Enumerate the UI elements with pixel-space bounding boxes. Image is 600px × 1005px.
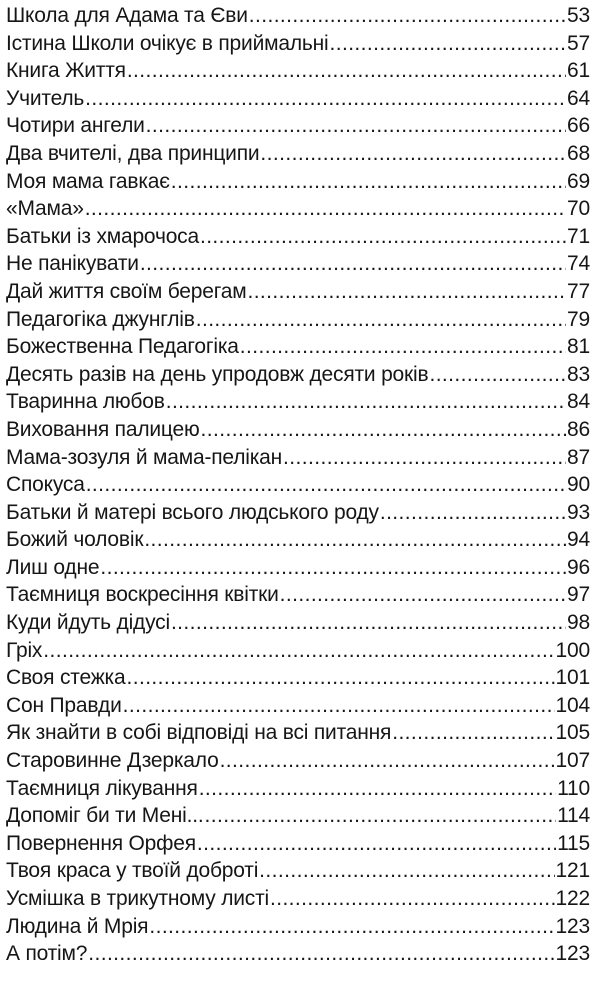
toc-entry-page-number: 110 (557, 776, 590, 800)
toc-entry-page-number: 123 (555, 942, 590, 966)
toc-entry-page-number: 104 (555, 693, 590, 717)
toc-entry-leader-dots (166, 390, 566, 414)
toc-entry-page-number: 96 (567, 555, 590, 579)
toc-entry-title: Гріх (6, 638, 43, 662)
toc-entry-page-number: 71 (567, 224, 590, 248)
toc-entry[interactable] (6, 142, 590, 170)
toc-entry-leader-dots (88, 942, 554, 966)
toc-entry-leader-dots (123, 694, 555, 718)
toc-entry[interactable] (6, 225, 590, 253)
toc-entry[interactable] (6, 4, 590, 32)
toc-entry-leader-dots (270, 887, 555, 911)
toc-entry-page-number: 83 (567, 362, 590, 386)
toc-entry-page-number: 77 (567, 279, 590, 303)
toc-entry-title: Батьки й матері всього людського роду (6, 500, 379, 524)
toc-entry-leader-dots (171, 170, 566, 194)
toc-entry[interactable] (6, 390, 590, 418)
toc-entry-title: Твоя краса у твоїй доброті (6, 859, 259, 883)
toc-entry-leader-dots (329, 32, 566, 56)
toc-entry-page-number: 69 (567, 169, 590, 193)
toc-entry-title: Учитель (6, 86, 85, 110)
toc-entry-title: Чотири ангели (6, 114, 145, 138)
toc-entry[interactable] (6, 59, 590, 87)
toc-entry-title: Моя мама гавкає (6, 169, 170, 193)
toc-entry-leader-dots (85, 197, 566, 221)
toc-entry-leader-dots (43, 639, 554, 663)
toc-list (6, 4, 590, 970)
toc-entry[interactable] (6, 749, 590, 777)
toc-entry-page-number: 121 (555, 859, 590, 883)
toc-entry[interactable] (6, 473, 590, 501)
toc-entry-title: Десять разів на день упродовж десяти років (6, 362, 429, 386)
toc-entry-leader-dots (85, 87, 566, 111)
toc-entry[interactable] (6, 942, 590, 970)
toc-entry[interactable] (6, 501, 590, 529)
toc-entry-title: Книга Життя (6, 59, 126, 83)
toc-entry-title: Божий чоловік (6, 528, 144, 552)
toc-entry-leader-dots (280, 583, 566, 607)
toc-entry-page-number: 53 (567, 4, 590, 27)
toc-entry-page-number: 74 (567, 252, 590, 276)
toc-entry[interactable] (6, 611, 590, 639)
toc-entry-title: Батьки із хмарочоса (6, 224, 199, 248)
toc-entry-title: Виховання палицею (6, 417, 200, 441)
toc-entry-leader-dots (200, 225, 566, 249)
toc-entry-title: Повернення Орфея (6, 831, 196, 855)
toc-entry[interactable] (6, 832, 590, 860)
toc-entry-page-number: 84 (567, 390, 590, 414)
toc-entry-leader-dots (205, 804, 557, 828)
toc-entry-leader-dots (199, 777, 556, 801)
toc-entry-page-number: 90 (567, 473, 590, 497)
toc-entry-leader-dots (429, 363, 566, 387)
toc-entry[interactable] (6, 446, 590, 474)
toc-entry-page-number: 114 (557, 804, 590, 828)
toc-entry-page-number: 81 (567, 335, 590, 359)
toc-entry[interactable] (6, 114, 590, 142)
toc-entry-leader-dots (100, 556, 566, 580)
toc-entry[interactable] (6, 666, 590, 694)
toc-entry[interactable] (6, 915, 590, 943)
toc-entry[interactable] (6, 32, 590, 60)
toc-entry[interactable] (6, 804, 590, 832)
toc-entry-leader-dots (247, 280, 566, 304)
toc-entry[interactable] (6, 639, 590, 667)
toc-entry-leader-dots (146, 114, 566, 138)
toc-entry-page-number: 61 (567, 59, 590, 83)
toc-entry-leader-dots (240, 335, 566, 359)
toc-entry[interactable] (6, 721, 590, 749)
toc-entry-title: Усмішка в трикутному листі (6, 887, 269, 910)
toc-entry-leader-dots (201, 418, 566, 442)
toc-entry-title: Таємниця воскресіння квітки (6, 583, 279, 607)
toc-entry-page-number: 98 (567, 611, 590, 635)
toc-entry-title: А потім? (6, 942, 88, 966)
toc-entry-title: Допоміг би ти Мені... (6, 804, 204, 828)
toc-entry[interactable] (6, 887, 590, 915)
toc-entry-leader-dots (144, 528, 566, 552)
toc-entry-title: Сон Правди (6, 693, 122, 717)
toc-entry-title: Педагогіка джунглів (6, 307, 195, 331)
toc-entry-page-number: 107 (555, 749, 590, 773)
toc-entry-leader-dots (149, 915, 554, 939)
toc-entry-leader-dots (126, 666, 554, 690)
toc-entry-leader-dots (259, 859, 554, 883)
toc-entry-page-number: 115 (557, 831, 590, 855)
toc-entry-title: Два вчителі, два принципи (6, 141, 260, 165)
toc-entry-page-number: 64 (567, 86, 590, 110)
toc-entry-title: Школа для Адама та Єви (6, 4, 248, 27)
toc-entry-title: Спокуса (6, 473, 85, 497)
toc-entry-leader-dots (380, 501, 566, 525)
toc-entry-page-number: 123 (555, 914, 590, 938)
toc-entry-title: Дай життя своїм берегам (6, 279, 247, 303)
toc-entry-page-number: 70 (567, 197, 590, 221)
toc-entry[interactable] (6, 197, 590, 225)
toc-entry-title: Старовинне Дзеркало (6, 749, 219, 773)
toc-entry-title: Куди йдуть дідусі (6, 611, 170, 635)
toc-entry[interactable] (6, 418, 590, 446)
toc-entry-page-number: 57 (567, 31, 590, 55)
toc-entry-page-number: 122 (555, 887, 590, 910)
toc-entry-title: «Мама» (6, 197, 84, 221)
toc-entry[interactable] (6, 280, 590, 308)
toc-entry-title: Як знайти в собі відповіді на всі питання (6, 721, 392, 745)
toc-entry-leader-dots (171, 611, 566, 635)
toc-entry-leader-dots (220, 749, 555, 773)
toc-entry-page-number: 101 (555, 666, 590, 690)
toc-entry[interactable] (6, 777, 590, 805)
toc-entry[interactable] (6, 583, 590, 611)
toc-entry-title: Лиш одне (6, 555, 100, 579)
toc-entry-leader-dots (140, 252, 566, 276)
toc-entry[interactable] (6, 528, 590, 556)
toc-entry-leader-dots (197, 832, 556, 856)
toc-entry-title: Мама-зозуля й мама-пелікан (6, 445, 283, 469)
toc-entry-leader-dots (196, 308, 566, 332)
toc-entry[interactable] (6, 252, 590, 280)
toc-entry-title: Таємниця лікування (6, 776, 198, 800)
toc-entry[interactable] (6, 694, 590, 722)
toc-entry[interactable] (6, 556, 590, 584)
toc-entry[interactable] (6, 87, 590, 115)
toc-entry-page-number: 105 (555, 721, 590, 745)
toc-entry-title: Тваринна любов (6, 390, 165, 414)
toc-entry-leader-dots (127, 59, 566, 83)
toc-entry[interactable] (6, 170, 590, 198)
toc-entry-page-number: 97 (567, 583, 590, 607)
toc-entry[interactable] (6, 859, 590, 887)
toc-entry-page-number: 93 (567, 500, 590, 524)
toc-entry-leader-dots (283, 446, 566, 470)
toc-entry-leader-dots (249, 4, 566, 28)
toc-entry-page-number: 86 (567, 417, 590, 441)
toc-entry-page-number: 66 (567, 114, 590, 138)
toc-entry-title: Істина Школи очікує в приймальні (6, 31, 329, 55)
toc-entry-page-number: 68 (567, 141, 590, 165)
toc-entry-leader-dots (260, 142, 566, 166)
toc-entry-leader-dots (392, 721, 554, 745)
toc-entry-title: Не панікувати (6, 252, 139, 276)
toc-entry-title: Своя стежка (6, 666, 126, 690)
toc-entry[interactable] (6, 363, 590, 391)
toc-entry[interactable] (6, 308, 590, 336)
toc-entry-title: Людина й Мрія (6, 914, 149, 938)
toc-entry-page-number: 79 (567, 307, 590, 331)
toc-entry-title: Божественна Педагогіка (6, 335, 239, 359)
toc-entry-page-number: 100 (555, 638, 590, 662)
toc-entry-page-number: 87 (567, 445, 590, 469)
toc-entry[interactable] (6, 335, 590, 363)
toc-entry-page-number: 94 (567, 528, 590, 552)
toc-entry-leader-dots (86, 473, 566, 497)
